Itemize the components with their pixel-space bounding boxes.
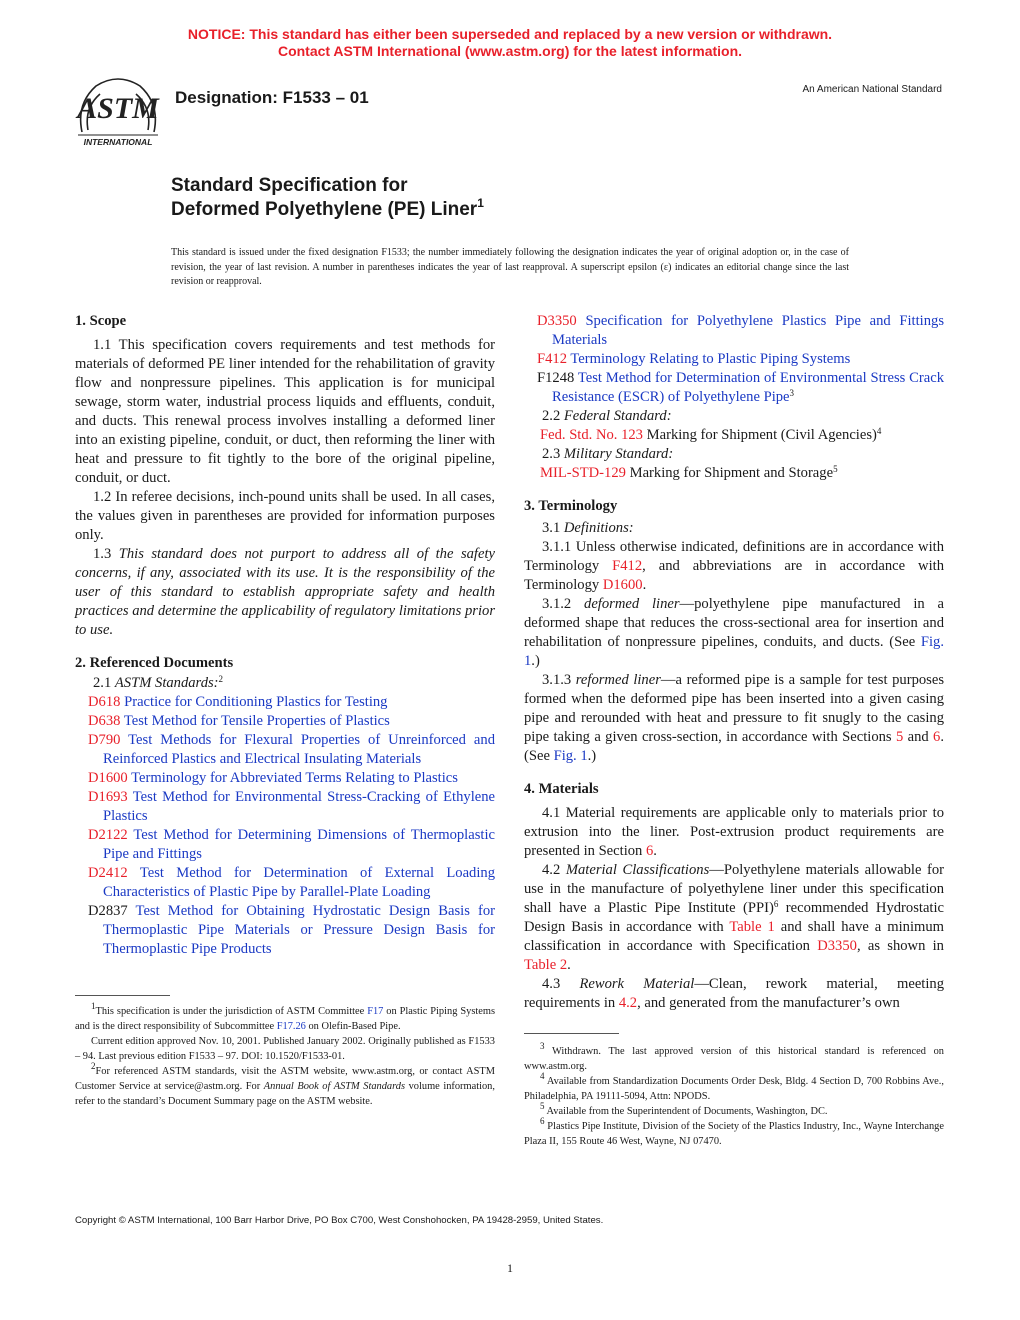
t313-a: —a reformed pipe is a sample for test purposes formed when the deformed pipe has been inserted into a given casing pipe and rerounded with heat and pressure to fit snugly to the casing pipe taking a given cross-section, in accordance with Sections [524,672,944,745]
link-fed-std-123[interactable]: Fed. Std. No. 123 [540,427,643,443]
t313-term: reformed liner [575,672,661,688]
military-num: 2.3 [542,446,564,462]
ref-title-link[interactable]: Test Method for Obtaining Hydrostatic Design Basis for Thermoplastic Pipe Materials or Pressure Design Basis for Thermoplastic Pipe Products [103,903,495,957]
m42-c: and shall have a minimum classification in accordance with Specification [524,919,944,954]
notice-banner [0,26,1020,60]
m42-num: 4.2 [542,862,566,878]
astm-label-num: 2.1 [93,675,115,691]
m42-d: , as shown in [856,938,944,954]
ref-item [524,312,944,350]
astm-label-fn: 2 [218,674,224,684]
logo-text: ASTM [77,92,159,125]
link-f17[interactable]: F17 [367,1006,384,1017]
link-mil-std-129[interactable]: MIL-STD-129 [540,465,626,481]
ref-code-link[interactable]: D3350 [537,313,577,329]
footnote-2-text-b: volume information, refer to the standard’s Document Summary page on the ASTM website. [75,1081,495,1107]
t311-a: 3.1.1 Unless otherwise indicated, definitions are in accordance with Terminology [524,539,944,574]
footnote-1 [75,1001,495,1034]
scope-1-3-text: This standard does not purport to address all of the safety concerns, if any, associated with its use. It is the responsibility of the user of this standard to establish appropriate safety and health practices and determine the applicability of regulatory limitations prior to use. [75,546,495,638]
t313-b: . (See [524,729,944,764]
t312-a: —polyethylene pipe manufactured in a deformed shape that reduces the cross-sectional area for insertion and rehabilitation of nonpressure pipelines, conduits, and ducts. (See [524,596,944,650]
t313-num: 3.1.3 [542,672,576,688]
m42-b: recommended Hydrostatic Design Basis in accordance with [524,900,945,935]
federal-title: Marking for Shipment (Civil Agencies) [646,427,877,443]
link-table-1[interactable]: Table 1 [729,919,775,935]
logo-subtext: INTERNATIONAL [83,137,153,147]
astm-logo [74,74,162,150]
section-scope-heading: 1. Scope [75,313,127,329]
m42-fn: 6 [773,899,779,909]
federal-standard-label [524,407,944,426]
footnote-3-text: Withdrawn. The last approved version of this historical standard is referenced on www.astm.org. [524,1046,944,1072]
national-standard-label: An American National Standard [802,84,942,95]
m41-b: . [653,843,657,859]
footnote-2-italic: Annual Book of ASTM Standards [263,1081,406,1092]
ref-title-link[interactable]: Test Method for Tensile Properties of Plastics [123,713,390,729]
footnote-1-text-b: on Plastic Piping Systems and is the direct responsibility of Subcommittee [75,1006,495,1032]
m42-e: . [567,957,571,973]
link-f17-26[interactable]: F17.26 [276,1021,306,1032]
federal-num: 2.2 [542,408,564,424]
ref-item [75,712,495,731]
m43-a: —Clean, rework material, meeting requirements in [524,976,944,1011]
ref-title-link[interactable]: Practice for Conditioning Plastics for Testing [124,694,388,710]
terminology-3-1-2 [524,595,944,671]
link-section-6[interactable]: 6 [933,729,941,745]
military-label: Military Standard: [563,446,674,462]
ref-title-link[interactable]: Specification for Polyethylene Plastics Pipe and Fittings Materials [552,313,944,348]
ref-code-link[interactable]: D2412 [88,865,128,881]
military-standard-label [524,445,944,464]
link-section-5[interactable]: 5 [895,729,904,745]
footnote-2-mark: 2 [91,1061,96,1071]
ref-code-link[interactable]: D1693 [88,789,128,805]
materials-4-2 [524,861,944,975]
page-number: 1 [507,1261,513,1275]
section-refdocs-heading: 2. Referenced Documents [75,655,234,671]
materials-4-3 [524,975,944,1013]
ref-title-link[interactable]: Test Method for Determining Dimensions of Thermoplastic Pipe and Fittings [103,827,495,862]
t312-num: 3.1.2 [542,596,585,612]
scope-1-1: 1.1 This specification covers requirements and test methods for materials of deformed PE liner intended for the rehabilitation of gravity flow and nonpressure pipelines. This application is for municipal sewage, storm water, industrial process liquids and effluents, conduit, and ducts. This renewal process involves installing a deformed liner into an existing pipeline, conduit, or duct, then reforming the liner with heat and pressure to fit tightly to the bore of the original pipeline, conduit, or duct. [75,337,495,486]
m41-a: 4.1 Material requirements are applicable only to materials prior to extrusion into the liner. Post-extrusion product requirements are presented in Section [524,805,944,859]
footnote-2 [75,1061,495,1109]
definitions-text: Definitions: [563,520,634,536]
footnote-6-text: Plastics Pipe Institute, Division of the Society of the Plastics Industry, Inc., Wayne Interchange Plaza II, 155 Route 46 West, Wayne, NJ 07470. [524,1121,944,1147]
t313-and: and [903,729,934,745]
ref-code-link[interactable]: D2122 [88,827,128,843]
ref-code-link[interactable]: D618 [88,694,121,710]
footnote-3-mark: 3 [540,1041,545,1051]
footnote-6 [524,1116,944,1149]
issued-note: This standard is issued under the fixed designation F1533; the number immediately following the designation indicates the year of original adoption or, in the case of revision, the year of last revision. A number in parentheses indicates the year of last reapproval. A superscript epsilon (ε) indicates an editorial change since the last revision or reapproval. [171,247,849,287]
ref-item [75,788,495,826]
military-fn: 5 [833,464,838,474]
footnote-1-mark: 1 [91,1001,96,1011]
footnote-3 [524,1041,944,1074]
title-footnote-mark: 1 [477,196,484,210]
page-title [171,174,484,222]
t312-b: .) [531,653,540,669]
footnote-2-text-a: For referenced ASTM standards, visit the ASTM website, www.astm.org, or contact ASTM Customer Service at service@astm.org. For [75,1066,495,1092]
ref-title-link[interactable]: Test Method for Determination of Environmental Stress Crack Resistance (ESCR) of Polyethylene Pipe [552,370,945,405]
ref-code-link[interactable]: D790 [88,732,121,748]
footnote-5 [524,1101,944,1119]
ref-title-link[interactable]: Test Method for Environmental Stress-Cracking of Ethylene Plastics [103,789,495,824]
ref-item [75,826,495,864]
footnotes-right [524,1041,944,1149]
ref-item [524,350,944,369]
ref-item [75,864,495,902]
notice-line-2: Contact ASTM International (www.astm.org) for the latest information. [277,43,743,59]
copyright: Copyright © ASTM International, 100 Barr Harbor Drive, PO Box C700, West Conshohocken, PA 19428-2959, United States. [75,1215,604,1226]
terminology-3-1-1 [524,538,944,595]
title-line-2: Deformed Polyethylene (PE) Liner [171,199,478,220]
federal-fn: 4 [876,426,882,436]
m42-term: Material Classifications [565,862,710,878]
footnote-1-edition: Current edition approved Nov. 10, 2001. Published January 2002. Originally published as F1533 – 94. Last previous edition F1533 – 97. DOI: 10.1520/F1533-01. [75,1036,495,1062]
footnote-4-mark: 4 [540,1071,545,1081]
ref-title-link[interactable]: Terminology Relating to Plastic Piping Systems [570,351,851,367]
footnote-4 [524,1071,944,1104]
military-standard-ref [524,464,944,483]
footnote-5-text: Available from the Superintendent of Documents, Washington, DC. [546,1106,828,1117]
definitions-num: 3.1 [542,520,564,536]
link-fig-1-a[interactable]: Fig. 1 [524,634,944,669]
t312-term: deformed liner [584,596,680,612]
military-title: Marking for Shipment and Storage [629,465,834,481]
link-f412-inline[interactable]: F412 [612,558,643,574]
m42-a: —Polyethylene materials allowable for use in the manufacture of polyethylene liner under this specification shall have a Plastic Pipe Institute (PPI) [524,862,945,916]
ref-item [524,369,944,407]
t313-c: .) [587,748,597,764]
right-column [524,312,944,1149]
link-section-6-b[interactable]: 6 [646,843,654,859]
m43-b: , and generated from the manufacturer’s own [637,995,900,1011]
ref-title-link[interactable]: Test Methods for Flexural Properties of Unreinforced and Reinforced Plastics and Electrical Insulating Materials [103,732,495,767]
link-d3350-inline[interactable]: D3350 [817,938,857,954]
scope-1-2: 1.2 In referee decisions, inch-pound units shall be used. In all cases, the values given in parentheses are provided for information purposes only. [75,489,495,543]
link-fig-1-b[interactable]: Fig. 1 [553,748,588,764]
federal-standard-ref [524,426,944,445]
ref-item [75,902,495,959]
m43-term: Rework Material [579,976,695,992]
t311-c: . [642,577,647,593]
ref-code-link[interactable]: D638 [88,713,121,729]
definitions-label [524,519,944,538]
astm-standards-label [75,674,495,693]
footnotes-left [75,1001,495,1109]
terminology-3-1-3 [524,671,944,766]
t311-b: , and abbreviations are in accordance with Terminology [524,558,944,593]
section-materials-heading: 4. Materials [524,781,599,797]
footnote-4-text: Available from Standardization Documents Order Desk, Bldg. 4 Section D, 700 Robbins Ave., Philadelphia, PA 19111-5094, Attn: NPODS. [524,1076,944,1102]
footnote-1-text-c: on Olefin-Based Pipe. [305,1021,401,1032]
footnote-6-mark: 6 [540,1116,545,1126]
ref-item [75,769,495,788]
title-line-1: Standard Specification for [171,175,408,196]
federal-label: Federal Standard: [563,408,672,424]
scope-1-3-num: 1.3 [93,546,119,562]
ref-title-link[interactable]: Terminology for Abbreviated Terms Relating to Plastics [131,770,458,786]
notice-line-1: NOTICE: This standard has either been superseded and replaced by a new version or withdrawn. [187,26,833,42]
link-table-2[interactable]: Table 2 [524,957,568,973]
footnote-1-text-a: This specification is under the jurisdiction of ASTM Committee [95,1006,368,1017]
ref-item [75,693,495,712]
materials-4-1 [524,804,944,861]
ref-code-link[interactable]: F1248 [537,370,575,386]
section-terminology-heading: 3. Terminology [524,498,618,514]
footnote-5-mark: 5 [540,1101,545,1111]
ref-footnote-mark: 3 [789,388,795,398]
link-section-4-2[interactable]: 4.2 [618,995,638,1011]
astm-label-text: ASTM Standards: [114,675,219,691]
ref-item [75,731,495,769]
ref-code-link[interactable]: D2837 [88,903,128,919]
link-d1600-inline[interactable]: D1600 [602,577,643,593]
scope-1-3 [75,545,495,640]
ref-title-link[interactable]: Test Method for Determination of External Loading Characteristics of Plastic Pipe by Parallel-Plate Loading [103,865,495,900]
left-column [75,312,495,1109]
ref-code-link[interactable]: D1600 [88,770,128,786]
designation: Designation: F1533 – 01 [175,88,369,107]
m43-num: 4.3 [542,976,580,992]
ref-code-link[interactable]: F412 [537,351,568,367]
